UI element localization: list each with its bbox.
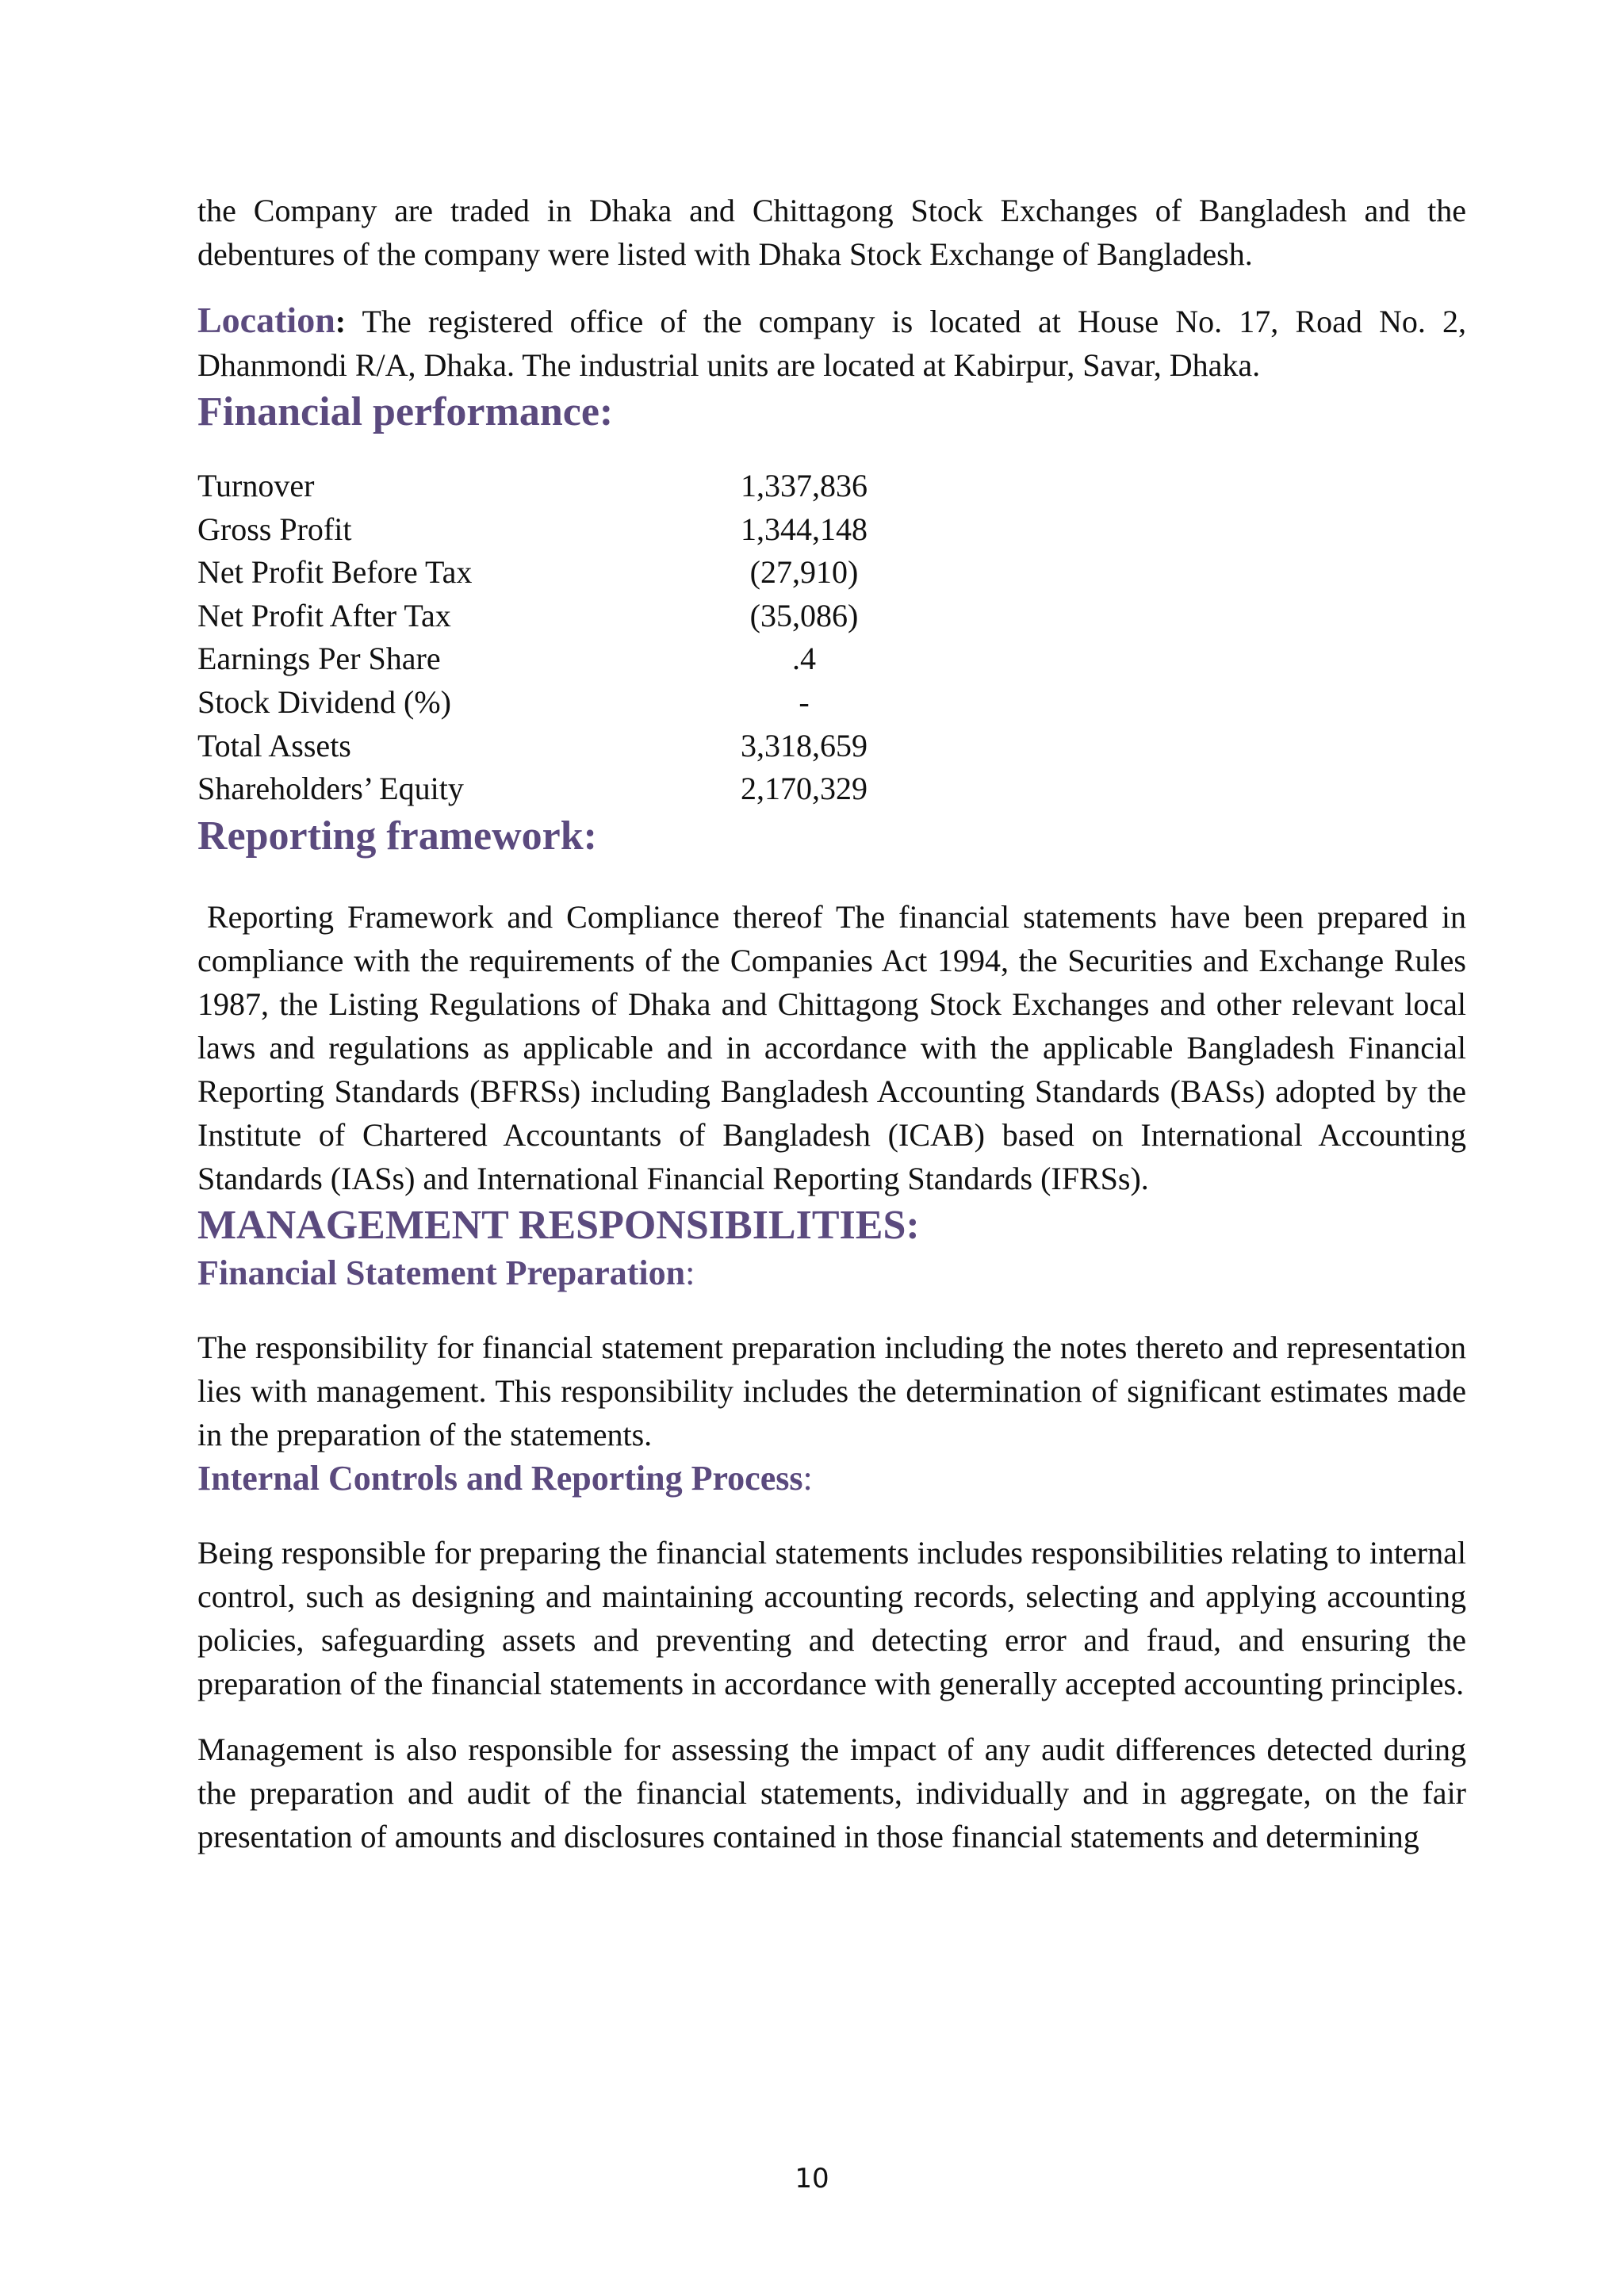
table-row — [197, 465, 903, 508]
location-colon: : — [335, 304, 347, 339]
fsp-heading-colon: : — [685, 1253, 695, 1292]
row-value: (35,086) — [749, 597, 859, 633]
row-label: Stock Dividend (%) — [197, 683, 451, 720]
row-value: .4 — [792, 641, 816, 677]
internal-controls-heading — [197, 1456, 1466, 1501]
row-label: Total Assets — [197, 727, 351, 763]
table-row — [197, 767, 903, 811]
internal-controls-paragraph: Being responsible for preparing the financial statements includes responsibilities relating to internal control, such as designing and maintaining accounting records, selecting and applying accounting policies, safeguarding assets and preventing and detecting error and fraud, and ensuring the preparation of the financial statements in accordance with generally accepted accounting principles. — [197, 1534, 1466, 1701]
financial-statement-preparation-paragraph: The responsibility for financial statement preparation including the notes thereto and representation lies with management. This responsibility includes the determination of significant estimates made in the preparation of the statements. — [197, 1329, 1466, 1452]
table-row — [197, 637, 903, 681]
reporting-framework-heading: Reporting framework: — [197, 813, 597, 859]
row-label: Shareholders’ Equity — [197, 771, 464, 807]
financial-performance-heading: Financial performance: — [197, 389, 614, 434]
row-value: - — [799, 683, 810, 720]
table-row — [197, 681, 903, 725]
row-value: 1,337,836 — [741, 468, 868, 503]
location-text: The registered office of the company is located at House No. 17, Road No. 2, Dhanmondi R/A, Dhaka. The industrial units are located at Kabirpur, Savar, Dhaka. — [197, 304, 1466, 383]
row-value: (27,910) — [749, 554, 859, 591]
table-row — [197, 551, 903, 595]
page-content — [197, 189, 1466, 1858]
page-number: 10 — [795, 2163, 829, 2195]
management-assessment-paragraph: Management is also responsible for assessing the impact of any audit differences detected during the preparation and audit of the financial statements, individually and in aggregate, on the fair presentation of amounts and disclosures contained in those financial statements and determining — [197, 1731, 1466, 1854]
row-value: 2,170,329 — [741, 771, 868, 807]
row-label: Turnover — [197, 468, 315, 503]
row-value: 3,318,659 — [741, 727, 868, 763]
intro-paragraph: the Company are traded in Dhaka and Chittagong Stock Exchanges of Bangladesh and the debentures of the company were listed with Dhaka Stock Exchange of Bangladesh. — [197, 193, 1466, 272]
fsp-heading-text: Financial Statement Preparation — [197, 1253, 686, 1292]
table-row — [197, 508, 903, 552]
row-label: Net Profit Before Tax — [197, 554, 473, 591]
row-label: Gross Profit — [197, 511, 352, 547]
financial-performance-table — [197, 465, 903, 811]
row-label: Earnings Per Share — [197, 641, 441, 677]
management-responsibilities-heading: MANAGEMENT RESPONSIBILITIES: — [197, 1202, 920, 1248]
icr-heading-colon: : — [802, 1458, 813, 1498]
row-label: Net Profit After Tax — [197, 597, 451, 633]
location-paragraph — [197, 298, 1466, 387]
row-value: 1,344,148 — [741, 511, 868, 547]
location-label: Location — [197, 300, 335, 340]
reporting-framework-paragraph: Reporting Framework and Compliance thereof The financial statements have been prepared in compliance with the requirements of the Companies Act 1994, the Securities and Exchange Rules 1987, the Listing Regulations of Dhaka and Chittagong Stock Exchanges and other relevant local laws and regulations as applicable and in accordance with the applicable Bangladesh Financial Reporting Standards (BFRSs) including Bangladesh Accounting Standards (BASs) adopted by the Institute of Chartered Accountants of Bangladesh (ICAB) based on International Accounting Standards (IASs) and International Financial Reporting Standards (IFRSs). — [197, 898, 1466, 1196]
icr-heading-text: Internal Controls and Reporting Process — [197, 1458, 803, 1498]
financial-statement-preparation-heading — [197, 1251, 1466, 1295]
table-row — [197, 595, 903, 638]
table-row — [197, 725, 903, 768]
